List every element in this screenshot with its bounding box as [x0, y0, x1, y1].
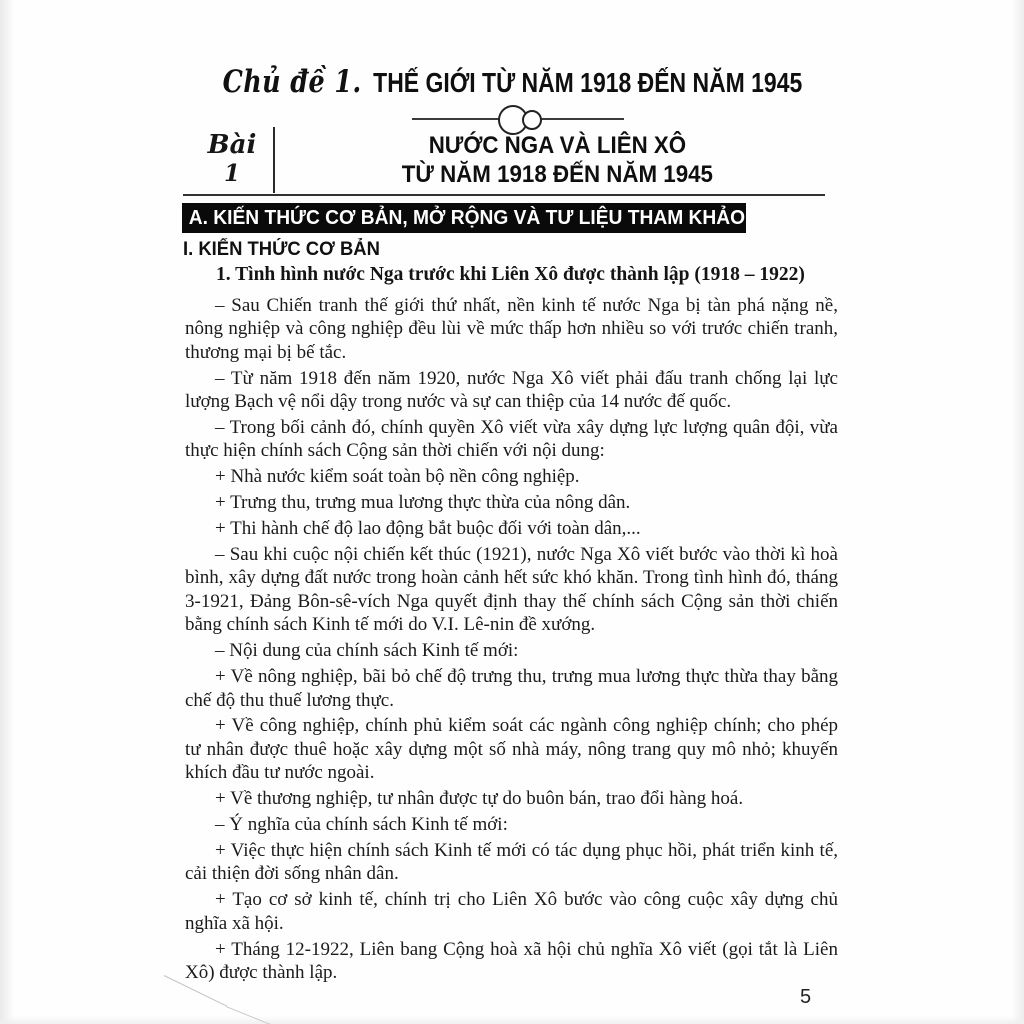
paragraph: + Về công nghiệp, chính phủ kiểm soát các ngành công nghiệp chính; cho phép tư nhân được thuê hoặc xây dựng một số nhà máy, nông trang quy mô nhỏ; khuyến khích đầu tư nước ngoài.: [185, 715, 838, 784]
lesson-label-number: 1: [223, 160, 240, 187]
subsection-heading: 1. Tình hình nước Nga trước khi Liên Xô được thành lập (1918 – 1922): [216, 264, 805, 285]
page-number: 5: [800, 986, 812, 1008]
paragraph: – Nội dung của chính sách Kinh tế mới:: [215, 640, 519, 662]
lesson-title-line2: TỪ NĂM 1918 ĐẾN NĂM 1945: [401, 161, 714, 188]
section-a-banner: [182, 203, 746, 233]
lesson-title: [275, 131, 840, 189]
paragraph: + Thi hành chế độ lao động bắt buộc đối với toàn dân,...: [215, 518, 641, 540]
paragraph: + Việc thực hiện chính sách Kinh tế mới có tác dụng phục hồi, phát triển kinh tế, cải thiện đời sống nhân dân.: [185, 839, 838, 885]
lesson-title-line1: NƯỚC NGA VÀ LIÊN XÔ: [428, 132, 687, 159]
chapter-heading: [150, 64, 874, 100]
lesson-header: [183, 125, 840, 196]
paragraph: + Về nông nghiệp, bãi bỏ chế độ trưng thu, trưng mua lương thực thừa thay bằng chế độ thu thuế lương thực.: [185, 666, 838, 711]
lesson-label-word: Bài: [207, 130, 257, 160]
scan-edge-right: [1012, 0, 1024, 1024]
scan-edge-left: [0, 0, 14, 1024]
paragraph: – Ý nghĩa của chính sách Kinh tế mới:: [215, 814, 508, 836]
paragraph: – Sau khi cuộc nội chiến kết thúc (1921), nước Nga Xô viết bước vào thời kì hoà bình, xây dựng đất nước trong hoàn cảnh hết sức khó khăn. Trong tình hình đó, tháng 3-1921, Đảng Bôn-sê-vích Nga quyết định thay thế chính sách Cộng sản thời chiến bằng chính sách Kinh tế mới do V.I. Lê-nin đề xướng.: [185, 544, 838, 636]
lesson-bottom-rule: [183, 194, 825, 196]
body-text: [185, 263, 838, 987]
paragraph: – Từ năm 1918 đến năm 1920, nước Nga Xô viết phải đấu tranh chống lại lực lượng Bạch vệ nổi dậy trong nước và sự can thiệp của 14 nước đế quốc.: [185, 367, 838, 413]
section-heading: [183, 239, 386, 261]
paragraph: + Tháng 12-1922, Liên bang Cộng hoà xã hội chủ nghĩa Xô viết (gọi tắt là Liên Xô) được thành lập.: [185, 938, 838, 983]
lesson-label: [201, 131, 263, 187]
section-heading-label: I. KIẾN THỨC CƠ BẢN: [183, 239, 380, 260]
section-a-banner-label: A. KIẾN THỨC CƠ BẢN, MỞ RỘNG VÀ TƯ LIỆU THAM KHẢO: [188, 207, 746, 229]
paragraph: – Trong bối cảnh đó, chính quyền Xô viết vừa xây dựng lực lượng quân đội, vừa thực hiện chính sách Cộng sản thời chiến với nội dung:: [185, 417, 838, 462]
paragraph: + Trưng thu, trưng mua lương thực thừa của nông dân.: [215, 492, 631, 514]
paragraph: – Sau Chiến tranh thế giới thứ nhất, nền kinh tế nước Nga bị tàn phá nặng nề, nông nghiệp và công nghiệp đều lùi về mức thấp hơn nhiều so với trước chiến tranh, thương mại bị bế tắc.: [185, 295, 838, 363]
chapter-heading-script: Chủ đề 1.: [222, 64, 362, 100]
scan-edge-bottom: [0, 1016, 1024, 1024]
paragraph: + Nhà nước kiểm soát toàn bộ nền công nghiệp.: [215, 466, 580, 488]
paragraph: + Tạo cơ sở kinh tế, chính trị cho Liên Xô bước vào công cuộc xây dựng chủ nghĩa xã hội.: [185, 889, 838, 934]
chapter-heading-title: THẾ GIỚI TỪ NĂM 1918 ĐẾN NĂM 1945: [372, 67, 802, 98]
paragraph: + Về thương nghiệp, tư nhân được tự do buôn bán, trao đổi hàng hoá.: [215, 788, 744, 810]
